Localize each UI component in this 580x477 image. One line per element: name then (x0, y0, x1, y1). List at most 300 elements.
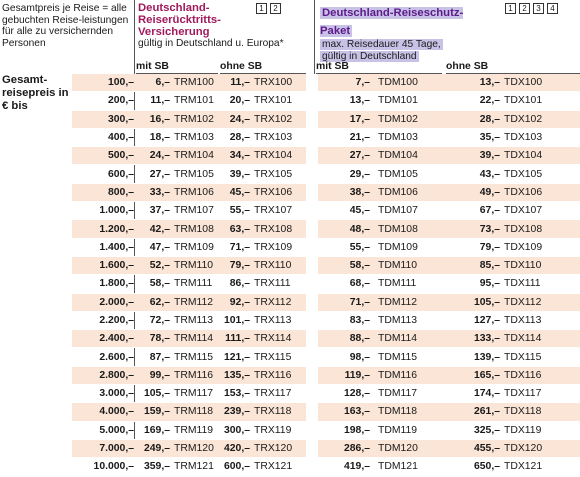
package-mit-sb-code: TDM100 (378, 77, 418, 89)
price-cell: 600,– (107, 168, 134, 180)
package-ohne-sb-price: 650,– (473, 461, 500, 473)
rrv-ohne-sb-cell (220, 129, 306, 146)
rrv-ohne-sb-price: 63,– (229, 223, 250, 235)
package-mit-sb-cell (318, 165, 446, 182)
package-ohne-sb-price: 165,– (473, 369, 500, 381)
rrv-mit-sb-code: TRM115 (174, 351, 214, 363)
package-mit-sb-cell (318, 422, 446, 439)
rrv-mit-sb-cell (136, 312, 220, 329)
package-mit-sb-cell (318, 348, 446, 365)
package-mit-sb-cell (318, 367, 446, 384)
rrv-ohne-sb-cell (220, 275, 306, 292)
rrv-ohne-sb-cell (220, 385, 306, 402)
column-header-ohne-sb: ohne SB (220, 60, 306, 74)
rrv-mit-sb-cell (136, 422, 220, 439)
rrv-ohne-sb-cell (220, 147, 306, 164)
price-cell: 1.800,– (99, 278, 134, 290)
package-ohne-sb-cell (446, 458, 580, 475)
table-row (72, 74, 580, 92)
rrv-ohne-sb-code: TRX104 (254, 150, 293, 162)
package-ohne-sb-code: TDX117 (504, 388, 542, 400)
package-ohne-sb-code: TDX120 (504, 443, 543, 455)
package-mit-sb-price: 198,– (343, 424, 370, 436)
table-row (72, 385, 580, 403)
package-mit-sb-price: 48,– (349, 223, 370, 235)
package-ohne-sb-price: 85,– (479, 260, 500, 272)
package-ohne-sb-price: 35,– (479, 132, 500, 144)
rrv-ohne-sb-code: TRX109 (254, 241, 293, 253)
package-ohne-sb-price: 43,– (479, 168, 500, 180)
price-cell: 4.000,– (99, 406, 134, 418)
package-mit-sb-price: 419,– (343, 461, 370, 473)
price-cell: 5.000,– (99, 424, 134, 436)
rrv-mit-sb-price: 37,– (149, 205, 170, 217)
package-mit-sb-code: TDM116 (378, 369, 418, 381)
package-mit-sb-cell (318, 74, 446, 91)
rrv-ohne-sb-price: 28,– (229, 132, 250, 144)
package-ohne-sb-code: TDX102 (504, 113, 543, 125)
table-row (72, 147, 580, 165)
rrv-ohne-sb-price: 71,– (229, 241, 250, 253)
table-row (72, 129, 580, 147)
package-ohne-sb-price: 127,– (473, 315, 500, 326)
package-ohne-sb-cell (446, 294, 580, 311)
rrv-ohne-sb-cell (220, 330, 306, 347)
rrv-mit-sb-code: TRM109 (174, 241, 214, 253)
package-ohne-sb-price: 261,– (473, 406, 500, 418)
rrv-mit-sb-cell (136, 403, 220, 420)
package-ohne-sb-price: 455,– (473, 443, 500, 455)
rrv-mit-sb-code: TRM100 (174, 77, 214, 89)
rrv-ohne-sb-cell (220, 367, 306, 384)
rrv-mit-sb-price: 11,– (150, 95, 170, 107)
rrv-ohne-sb-cell (220, 348, 306, 365)
rrv-mit-sb-price: 24,– (149, 150, 170, 162)
package-ohne-sb-code: TDX110 (504, 260, 542, 272)
rrv-mit-sb-code: TRM102 (174, 113, 214, 125)
rrv-ohne-sb-cell (220, 184, 306, 201)
rrv-mit-sb-code: TRM116 (174, 369, 214, 381)
price-cell: 800,– (107, 186, 134, 198)
package-reference-boxes (505, 3, 558, 14)
package-mit-sb-code: TDM121 (378, 461, 418, 473)
rrv-ohne-sb-price: 121,– (223, 351, 250, 363)
price-cell: 400,– (107, 132, 134, 144)
package-mit-sb-cell (318, 440, 446, 457)
rrv-ohne-sb-cell (220, 294, 306, 311)
package-ohne-sb-code: TDX113 (504, 315, 542, 326)
package-ohne-sb-code: TDX121 (504, 461, 543, 473)
rrv-mit-sb-cell (136, 147, 220, 164)
rrv-mit-sb-cell (136, 257, 220, 274)
rrv-ohne-sb-code: TRX100 (254, 77, 293, 89)
rrv-ohne-sb-code: TRX119 (254, 424, 292, 436)
rrv-ohne-sb-cell (220, 74, 306, 91)
package-title: Deutschland-Reiseschutz-Paket (320, 7, 464, 37)
package-mit-sb-code: TDM104 (378, 150, 418, 162)
rrv-mit-sb-price: 359,– (143, 461, 170, 473)
package-ohne-sb-code: TDX115 (504, 351, 542, 363)
table-row (72, 294, 580, 312)
column-gap (306, 330, 318, 347)
rrv-mit-sb-cell (136, 184, 220, 201)
package-mit-sb-cell (318, 312, 446, 329)
rrv-mit-sb-price: 42,– (149, 223, 170, 235)
rrv-ohne-sb-price: 86,– (229, 278, 250, 290)
package-mit-sb-price: 119,– (344, 369, 370, 381)
package-ohne-sb-cell (446, 257, 580, 274)
table-row (72, 239, 580, 257)
price-column-label: Gesamt-reisepreis in € bis (2, 74, 69, 112)
price-cell: 10.000,– (93, 461, 134, 473)
rrv-ohne-sb-code: TRX118 (254, 406, 292, 418)
column-gap (306, 129, 318, 146)
rrv-ohne-sb-cell (220, 165, 306, 182)
price-cell: 2.800,– (99, 369, 134, 381)
rrv-ohne-sb-code: TRX108 (254, 223, 293, 235)
intro-text: Gesamtpreis je Reise = alle gebuchten Reise-leistungen für alle zu versichernden Personen (2, 3, 129, 49)
rrv-mit-sb-price: 47,– (149, 241, 170, 253)
reference-box: 2 (270, 3, 281, 14)
package-mit-sb-cell (318, 275, 446, 292)
rrv-ohne-sb-code: TRX113 (254, 315, 292, 326)
package-ohne-sb-code: TDX114 (504, 333, 542, 345)
table-row (72, 111, 580, 129)
table-row (72, 312, 580, 330)
price-cell: 300,– (107, 113, 134, 125)
table-row (72, 184, 580, 202)
rrv-ohne-sb-code: TRX121 (254, 461, 293, 473)
price-cell: 100,– (107, 77, 134, 89)
package-mit-sb-cell (318, 330, 446, 347)
package-mit-sb-cell (318, 257, 446, 274)
table-row (72, 202, 580, 220)
rrv-mit-sb-code: TRM105 (174, 168, 214, 180)
package-ohne-sb-code: TDX100 (504, 77, 543, 89)
rrv-ohne-sb-price: 39,– (229, 168, 250, 180)
rrv-mit-sb-code: TRM119 (174, 424, 214, 436)
package-mit-sb-code: TDM115 (378, 351, 418, 363)
column-gap (306, 239, 318, 256)
rrv-mit-sb-code: TRM117 (174, 388, 214, 400)
rrv-ohne-sb-cell (220, 220, 306, 237)
price-cell: 2.400,– (99, 333, 134, 345)
column-gap (306, 385, 318, 402)
package-ohne-sb-code: TDX119 (504, 424, 542, 436)
table-row (72, 348, 580, 366)
rrv-mit-sb-cell (136, 275, 220, 292)
package-ohne-sb-code: TDX112 (504, 296, 542, 308)
package-ohne-sb-cell (446, 422, 580, 439)
column-gap (306, 220, 318, 237)
rrv-mit-sb-code: TRM114 (174, 333, 214, 345)
rrv-mit-sb-price: 16,– (149, 113, 170, 125)
package-mit-sb-code: TDM111 (378, 278, 417, 290)
table-row (72, 367, 580, 385)
rrv-mit-sb-price: 99,– (149, 369, 170, 381)
package-ohne-sb-cell (446, 275, 580, 292)
rrv-ohne-sb-code: TRX111 (254, 278, 291, 290)
package-ohne-sb-cell (446, 348, 580, 365)
package-ohne-sb-code: TDX108 (504, 223, 543, 235)
rrv-mit-sb-price: 18,– (149, 132, 170, 144)
price-cell: 1.400,– (99, 241, 134, 253)
rrv-mit-sb-price: 72,– (149, 315, 170, 326)
column-gap (306, 367, 318, 384)
package-ohne-sb-price: 174,– (473, 388, 500, 400)
rrv-mit-sb-code: TRM101 (174, 95, 214, 107)
package-ohne-sb-price: 95,– (479, 278, 500, 290)
package-mit-sb-price: 71,– (349, 296, 370, 308)
rrv-mit-sb-code: TRM112 (174, 296, 214, 308)
package-mit-sb-code: TDM105 (378, 168, 418, 180)
price-cell: 1.200,– (99, 223, 134, 235)
package-ohne-sb-cell (446, 129, 580, 146)
rrv-mit-sb-cell (136, 440, 220, 457)
package-mit-sb-code: TDM120 (378, 443, 418, 455)
rrv-ohne-sb-code: TRX117 (254, 388, 292, 400)
rrv-mit-sb-price: 249,– (143, 443, 170, 455)
package-mit-sb-cell (318, 202, 446, 219)
rrv-ohne-sb-price: 420,– (223, 443, 250, 455)
rrv-ohne-sb-cell (220, 440, 306, 457)
column-gap (306, 165, 318, 182)
package-mit-sb-price: 21,– (349, 132, 370, 144)
rrv-mit-sb-cell (136, 330, 220, 347)
table-row (72, 330, 580, 348)
rrv-mit-sb-cell (136, 294, 220, 311)
rrv-ohne-sb-cell (220, 422, 306, 439)
rrv-ohne-sb-cell (220, 257, 306, 274)
package-ohne-sb-code: TDX118 (504, 406, 542, 418)
rrv-ohne-sb-code: TRX107 (254, 205, 293, 217)
package-mit-sb-code: TDM112 (378, 296, 418, 308)
rrv-ohne-sb-price: 153,– (223, 388, 250, 400)
rrv-mit-sb-code: TRM108 (174, 223, 214, 235)
package-ohne-sb-price: 22,– (479, 95, 500, 107)
reference-box: 3 (533, 3, 544, 14)
rrv-ohne-sb-price: 55,– (229, 205, 250, 217)
rrv-mit-sb-code: TRM113 (174, 315, 214, 326)
package-ohne-sb-price: 79,– (479, 241, 500, 253)
rrv-ohne-sb-code: TRX101 (254, 95, 293, 107)
package-ohne-sb-cell (446, 92, 580, 109)
price-cell: 2.000,– (99, 296, 134, 308)
package-ohne-sb-code: TDX106 (504, 186, 543, 198)
package-mit-sb-cell (318, 220, 446, 237)
package-ohne-sb-price: 73,– (479, 223, 500, 235)
package-ohne-sb-cell (446, 202, 580, 219)
package-mit-sb-code: TDM101 (378, 95, 418, 107)
package-mit-sb-code: TDM107 (378, 205, 418, 217)
rrv-title: Deutschland-Reiserücktritts-Versicherung (138, 2, 221, 38)
package-ohne-sb-price: 139,– (473, 351, 500, 363)
package-mit-sb-cell (318, 92, 446, 109)
table-row (72, 92, 580, 110)
package-mit-sb-price: 7,– (355, 77, 370, 89)
package-ohne-sb-price: 325,– (473, 424, 500, 436)
package-mit-sb-cell (318, 403, 446, 420)
rrv-ohne-sb-price: 111,– (225, 333, 250, 345)
rrv-mit-sb-code: TRM103 (174, 132, 214, 144)
package-ohne-sb-cell (446, 74, 580, 91)
table-row (72, 440, 580, 458)
column-header-package-ohne-sb: ohne SB (446, 60, 580, 74)
rrv-mit-sb-price: 33,– (149, 186, 170, 198)
rrv-ohne-sb-cell (220, 239, 306, 256)
rrv-ohne-sb-code: TRX102 (254, 113, 293, 125)
package-ohne-sb-cell (446, 111, 580, 128)
price-cell: 500,– (107, 150, 134, 162)
package-mit-sb-code: TDM102 (378, 113, 418, 125)
package-mit-sb-code: TDM118 (378, 406, 418, 418)
price-cell: 3.000,– (99, 388, 134, 400)
rrv-ohne-sb-price: 11,– (230, 77, 250, 89)
rrv-ohne-sb-code: TRX115 (254, 351, 292, 363)
package-mit-sb-code: TDM103 (378, 132, 418, 144)
table-row (72, 220, 580, 238)
table-row (72, 275, 580, 293)
price-table (72, 74, 580, 477)
package-mit-sb-price: 163,– (343, 406, 370, 418)
column-gap (306, 312, 318, 329)
rrv-ohne-sb-cell (220, 312, 306, 329)
rrv-mit-sb-code: TRM110 (174, 260, 214, 272)
rrv-mit-sb-cell (136, 165, 220, 182)
package-ohne-sb-code: TDX109 (504, 241, 543, 253)
column-gap (306, 403, 318, 420)
package-ohne-sb-cell (446, 385, 580, 402)
rrv-ohne-sb-code: TRX120 (254, 443, 293, 455)
package-ohne-sb-price: 49,– (479, 186, 500, 198)
rrv-mit-sb-cell (136, 367, 220, 384)
rrv-ohne-sb-price: 101,– (223, 315, 250, 326)
rrv-mit-sb-code: TRM118 (174, 406, 214, 418)
column-gap (306, 422, 318, 439)
package-mit-sb-cell (318, 458, 446, 475)
package-ohne-sb-code: TDX101 (504, 95, 543, 107)
package-mit-sb-cell (318, 385, 446, 402)
rrv-ohne-sb-code: TRX105 (254, 168, 293, 180)
column-header-mit-sb: mit SB (136, 60, 218, 74)
reference-box: 1 (256, 3, 267, 14)
rrv-mit-sb-code: TRM120 (174, 443, 214, 455)
rrv-mit-sb-price: 52,– (149, 260, 170, 272)
rrv-mit-sb-code: TRM111 (174, 278, 213, 290)
rrv-subtitle: gültig in Deutschland u. Europa* (138, 38, 284, 50)
package-mit-sb-price: 83,– (349, 315, 370, 326)
package-mit-sb-price: 128,– (343, 388, 370, 400)
rrv-mit-sb-code: TRM104 (174, 150, 214, 162)
rrv-mit-sb-price: 6,– (155, 77, 170, 89)
rrv-mit-sb-cell (136, 74, 220, 91)
table-row (72, 422, 580, 440)
table-row (72, 257, 580, 275)
price-cell: 2.600,– (99, 351, 134, 363)
rrv-mit-sb-cell (136, 458, 220, 475)
rrv-ohne-sb-cell (220, 92, 306, 109)
price-cell: 1.600,– (99, 260, 134, 272)
column-gap (306, 202, 318, 219)
package-mit-sb-code: TDM106 (378, 186, 418, 198)
reference-box: 2 (519, 3, 530, 14)
rrv-ohne-sb-price: 20,– (229, 95, 250, 107)
package-ohne-sb-cell (446, 220, 580, 237)
rrv-mit-sb-cell (136, 92, 220, 109)
rrv-mit-sb-code: TRM107 (174, 205, 214, 217)
package-mit-sb-price: 45,– (349, 205, 370, 217)
package-mit-sb-price: 17,– (349, 113, 370, 125)
package-ohne-sb-price: 67,– (479, 205, 500, 217)
table-row (72, 165, 580, 183)
package-ohne-sb-price: 133,– (473, 333, 500, 345)
rrv-ohne-sb-code: TRX112 (254, 296, 292, 308)
rrv-ohne-sb-code: TRX114 (254, 333, 292, 345)
package-mit-sb-code: TDM109 (378, 241, 418, 253)
rrv-reference-boxes (256, 3, 281, 14)
column-gap (306, 147, 318, 164)
price-cell: 7.000,– (99, 443, 134, 455)
reference-box: 4 (547, 3, 558, 14)
package-ohne-sb-cell (446, 312, 580, 329)
package-mit-sb-code: TDM119 (378, 424, 418, 436)
reference-box: 1 (505, 3, 516, 14)
rrv-ohne-sb-code: TRX103 (254, 132, 293, 144)
rrv-mit-sb-price: 62,– (149, 296, 170, 308)
package-ohne-sb-price: 105,– (473, 296, 500, 308)
package-mit-sb-price: 27,– (349, 150, 370, 162)
package-mit-sb-price: 13,– (349, 95, 370, 107)
column-gap (306, 348, 318, 365)
column-gap (306, 111, 318, 128)
column-gap (306, 294, 318, 311)
rrv-ohne-sb-price: 239,– (223, 406, 250, 418)
package-ohne-sb-code: TDX103 (504, 132, 543, 144)
package-subtitle: gültig in Deutschland (322, 50, 417, 62)
package-ohne-sb-price: 13,– (479, 77, 500, 89)
price-cell: 200,– (107, 95, 134, 107)
rrv-mit-sb-cell (136, 348, 220, 365)
package-ohne-sb-price: 39,– (479, 150, 500, 162)
price-cell: 2.200,– (99, 315, 134, 326)
package-ohne-sb-cell (446, 184, 580, 201)
rrv-mit-sb-cell (136, 385, 220, 402)
package-ohne-sb-cell (446, 147, 580, 164)
package-mit-sb-cell (318, 111, 446, 128)
rrv-ohne-sb-cell (220, 458, 306, 475)
package-mit-sb-price: 55,– (349, 241, 370, 253)
rrv-ohne-sb-price: 45,– (229, 186, 250, 198)
package-ohne-sb-cell (446, 440, 580, 457)
rrv-ohne-sb-cell (220, 403, 306, 420)
rrv-mit-sb-code: TRM106 (174, 186, 214, 198)
package-extra: max. Reisedauer 45 Tage, (322, 39, 441, 50)
package-mit-sb-price: 38,– (349, 186, 370, 198)
rrv-ohne-sb-code: TRX106 (254, 186, 293, 198)
rrv-ohne-sb-code: TRX116 (254, 369, 292, 381)
rrv-mit-sb-cell (136, 202, 220, 219)
package-mit-sb-code: TDM114 (378, 333, 418, 345)
rrv-mit-sb-cell (136, 129, 220, 146)
column-gap (306, 440, 318, 457)
column-gap (306, 184, 318, 201)
package-mit-sb-price: 68,– (349, 278, 370, 290)
rrv-mit-sb-cell (136, 239, 220, 256)
package-ohne-sb-code: TDX104 (504, 150, 543, 162)
column-gap (306, 458, 318, 475)
package-mit-sb-price: 98,– (349, 351, 370, 363)
column-gap (306, 275, 318, 292)
